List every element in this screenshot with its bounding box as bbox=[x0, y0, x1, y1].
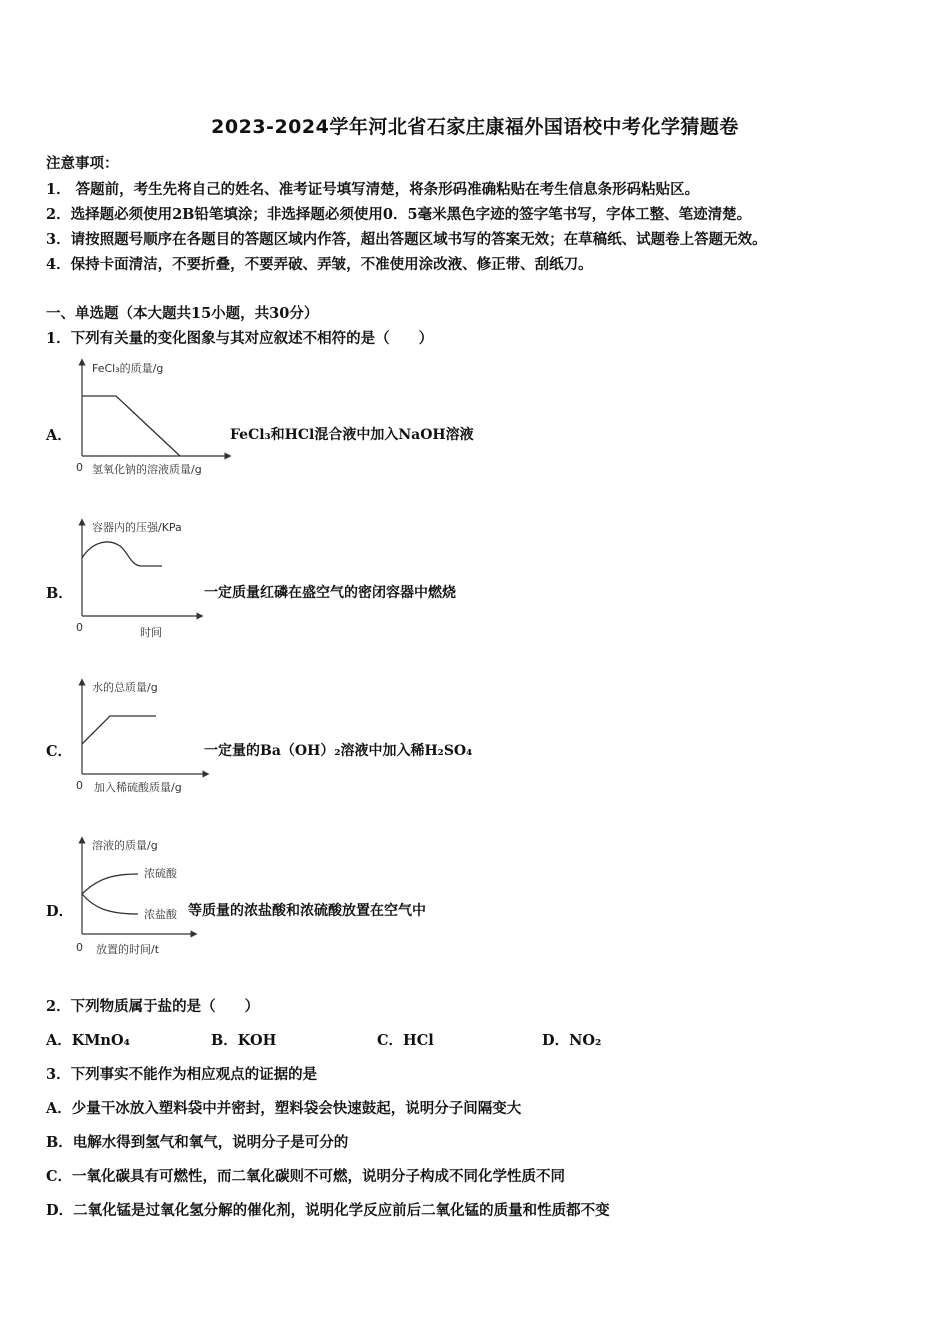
q2-option-a: A．KMnO₄ bbox=[46, 1032, 130, 1049]
notice-item-2: 2．选择题必须使用2B铅笔填涂；非选择题必须使用0．5毫米黑色字迹的签字笔书写，字体工整、笔迹清楚。 bbox=[46, 206, 752, 223]
x-axis-label: 时间 bbox=[140, 626, 162, 639]
q2-option-c: C．HCl bbox=[377, 1032, 434, 1049]
origin-label: 0 bbox=[76, 941, 83, 954]
section-heading: 一、单选题（本大题共15小题，共30分） bbox=[46, 305, 319, 322]
y-axis-label: 容器内的压强/KPa bbox=[92, 521, 182, 534]
page-title: 2023-2024学年河北省石家庄康福外国语校中考化学猜题卷 bbox=[211, 116, 739, 138]
notice-item-1: 1． 答题前，考生先将自己的姓名、准考证号填写清楚，将条形码准确粘贴在考生信息条形码粘贴区。 bbox=[46, 181, 700, 198]
q3-option-c: C．一氧化碳具有可燃性，而二氧化碳则不可燃，说明分子构成不同化学性质不同 bbox=[46, 1168, 566, 1185]
curve-sulfuric bbox=[82, 874, 138, 894]
notice-item-3: 3．请按照题号顺序在各题目的答题区域内作答，超出答题区域书写的答案无效；在草稿纸、试题卷上答题无效。 bbox=[46, 231, 767, 248]
curve-hydrochloric bbox=[82, 894, 138, 914]
q2-option-b: B．KOH bbox=[211, 1032, 277, 1049]
notice-item-4: 4．保持卡面清洁，不要折叠，不要弄破、弄皱，不准使用涂改液、修正带、刮纸刀。 bbox=[46, 256, 593, 273]
y-axis-label: 水的总质量/g bbox=[92, 681, 158, 694]
q1-option-b-text: 一定质量红磷在盛空气的密闭容器中燃烧 bbox=[204, 585, 456, 601]
curve1-label: 浓硫酸 bbox=[144, 867, 177, 880]
curve bbox=[82, 542, 162, 566]
q3-option-d: D．二氧化锰是过氧化氢分解的催化剂，说明化学反应前后二氧化锰的质量和性质都不变 bbox=[46, 1202, 610, 1219]
curve bbox=[82, 396, 180, 456]
q1-option-b-graph bbox=[68, 516, 208, 644]
q1-option-b-letter: B． bbox=[46, 585, 73, 602]
origin-label: 0 bbox=[76, 461, 83, 474]
q1-option-a-text: FeCl₃和HCl混合液中加入NaOH溶液 bbox=[230, 427, 474, 443]
origin-label: 0 bbox=[76, 621, 83, 634]
origin-label: 0 bbox=[76, 779, 83, 792]
curve2-label: 浓盐酸 bbox=[144, 908, 177, 921]
q1-option-c-letter: C． bbox=[46, 743, 73, 760]
q2-stem: 2．下列物质属于盐的是（ ） bbox=[46, 998, 260, 1015]
y-axis-label: FeCl₃的质量/g bbox=[92, 362, 164, 375]
q3-option-b: B．电解水得到氢气和氧气，说明分子是可分的 bbox=[46, 1134, 349, 1151]
q3-option-a: A．少量干冰放入塑料袋中并密封，塑料袋会快速鼓起，说明分子间隔变大 bbox=[46, 1100, 522, 1117]
x-axis-label: 氢氧化钠的溶液质量/g bbox=[92, 463, 202, 476]
x-axis-label: 加入稀硫酸质量/g bbox=[94, 781, 182, 794]
q1-option-d-graph bbox=[68, 834, 218, 962]
y-axis-label: 溶液的质量/g bbox=[92, 839, 158, 852]
q1-option-c-graph bbox=[68, 676, 218, 802]
q2-option-d: D．NO₂ bbox=[542, 1032, 602, 1049]
curve bbox=[82, 716, 156, 744]
q1-option-c-text: 一定量的Ba（OH）₂溶液中加入稀H₂SO₄ bbox=[204, 743, 473, 759]
q1-option-a-letter: A． bbox=[46, 427, 72, 444]
notice-heading: 注意事项： bbox=[46, 155, 119, 172]
q1-option-a-graph bbox=[68, 356, 238, 481]
q1-option-d-letter: D． bbox=[46, 903, 74, 920]
q3-stem: 3．下列事实不能作为相应观点的证据的是 bbox=[46, 1066, 318, 1083]
q1-option-d-text: 等质量的浓盐酸和浓硫酸放置在空气中 bbox=[188, 903, 426, 919]
q1-stem: 1．下列有关量的变化图象与其对应叙述不相符的是（ ） bbox=[46, 330, 434, 347]
x-axis-label: 放置的时间/t bbox=[96, 943, 160, 956]
